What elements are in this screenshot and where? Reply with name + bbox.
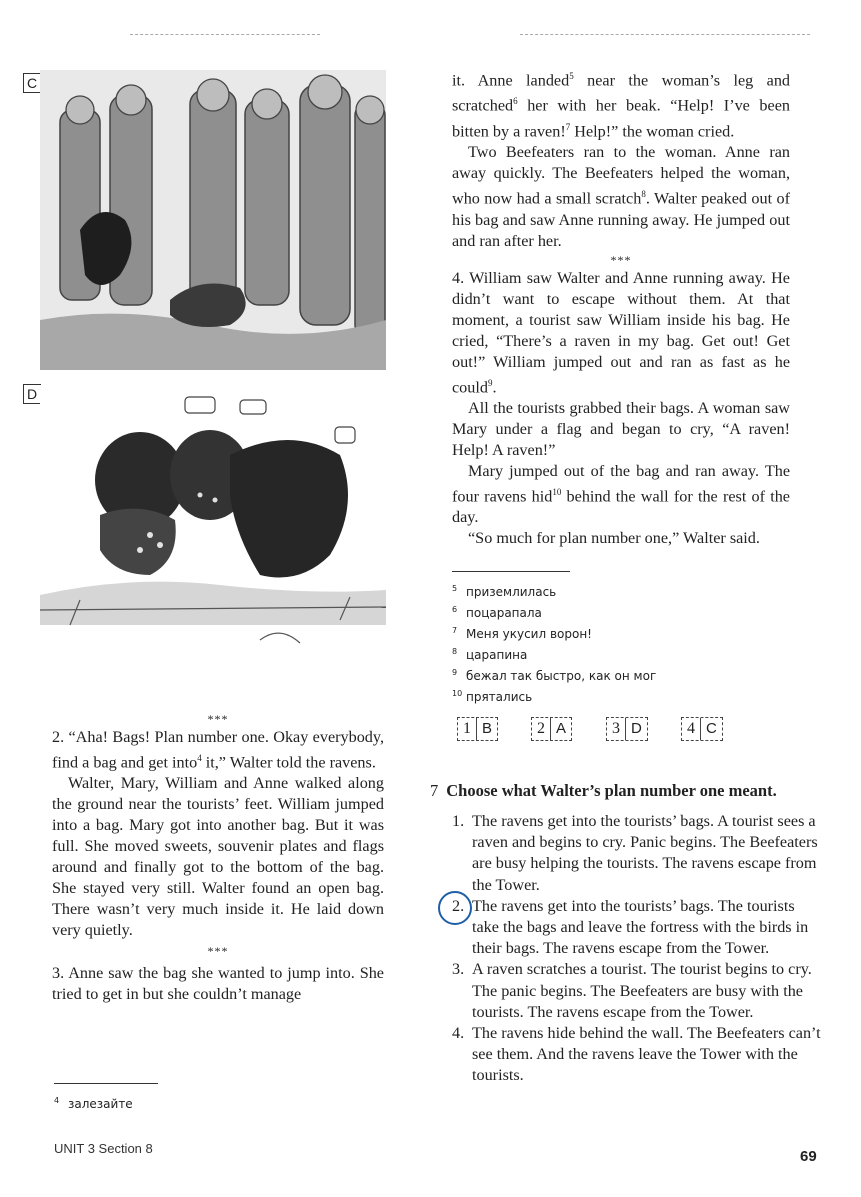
option-3[interactable]: 3. A raven scratches a tourist. The tourist begins to cry. The panic begins. The Beefeaters are busy with the tourists. The ravens escape from the Tower. xyxy=(452,960,812,1021)
unit-footer: UNIT 3 Section 8 xyxy=(54,1141,153,1156)
option-2[interactable]: 2. The ravens get into the tourists’ bags. The tourists take the bags and leave the fortress with the birds in their bags. The ravens escape from the Tower. xyxy=(452,896,809,958)
exercise-options xyxy=(452,811,822,1087)
answer-box-4: 4 C xyxy=(681,717,723,741)
top-rule-right xyxy=(520,34,810,38)
left-footnote: $^4$ залезайте xyxy=(54,1083,158,1113)
illustration-c xyxy=(40,70,386,370)
answer-box-2: 2 A xyxy=(531,717,572,741)
section-separator: *** xyxy=(610,252,632,267)
paragraph-tourists: All the tourists grabbed their bags. A woman saw Mary under a flag and began to cry, “A raven! Help! A raven!” xyxy=(452,398,790,459)
paragraph-continued: it. Anne landed$^5$ near the woman’s leg and scratched$^6$ her with her beak. “Help! I’ve been bitten by a raven!$^7$ Help!” the woman cried. xyxy=(452,71,791,141)
footnote-item: $^5$ приземлилась xyxy=(452,584,557,600)
right-column xyxy=(452,66,790,706)
illustration-label-c: C xyxy=(23,73,41,93)
paragraph-mary: Mary jumped out of the bag and ran away. The four ravens hid$^{10}$ behind the wall for the rest of the day. xyxy=(452,461,790,527)
paragraph-walter: “So much for plan number one,” Walter said. xyxy=(468,529,760,548)
paragraph-3: 3. Anne saw the bag she wanted to jump into. She tried to get in but she couldn’t manage xyxy=(52,964,384,1004)
footnote-item: $^9$ бежал так быстро, как он мог xyxy=(452,668,657,684)
selected-answer-circle xyxy=(438,891,472,925)
footnote-item: $^8$ царапина xyxy=(452,647,528,663)
paragraph-2: 2. “Aha! Bags! Plan number one. Okay everybody, find a bag and get into$^4$ it,” Walter told the ravens. xyxy=(52,728,384,772)
answer-box-3: 3 D xyxy=(606,717,648,741)
illustration-d xyxy=(40,385,386,685)
option-1[interactable]: 1. The ravens get into the tourists’ bags. A tourist sees a raven and begins to cry. Panic begins. The Beefeaters are busy helping the tourists. The ravens escape from the Tower. xyxy=(452,812,818,894)
paragraph-2-body: Walter, Mary, William and Anne walked along the ground near the tourists’ feet. William jumped into a bag. Mary got into another bag. But it was full. She moved sweets, souvenir plates and flags around and finally got to the bottom of the bag. She stayed very still. Walter found an open bag. There wasn’t very much inside it. He laid down very quietly. xyxy=(52,774,384,940)
section-separator: *** xyxy=(207,712,229,726)
illustration-label-d: D xyxy=(23,384,41,404)
exercise-title: 7 Choose what Walter’s plan number one meant. xyxy=(430,781,777,800)
footnote-item: $^7$ Меня укусил ворон! xyxy=(452,626,592,642)
footnote-item: $^{10}$ прятались xyxy=(452,689,533,705)
top-rule-left xyxy=(130,34,320,38)
paragraph-4: 4. William saw Walter and Anne running away. He didn’t want to escape without them. At that moment, a tourist saw William inside his bag. He cried, “There’s a raven in my bag. Get out! Get out!” William jumped out and ran as fast as he could$^9$. xyxy=(452,268,790,396)
paragraph-beefeaters: Two Beefeaters ran to the woman. Anne ran away quickly. The Beefeaters helped the woman, who now had a small scratch$^8$. Walter peaked out of his bag and saw Anne running away. He jumped out and ran after her. xyxy=(452,143,791,250)
section-separator: *** xyxy=(207,944,229,959)
footnote-item: $^6$ поцарапала xyxy=(452,605,542,621)
option-4[interactable]: 4. The ravens hide behind the wall. The Beefeaters can’t see them. And the ravens leave the Tower with the tourists. xyxy=(452,1024,821,1085)
right-footnotes xyxy=(452,571,790,706)
answer-box-1: 1 B xyxy=(457,717,498,741)
left-column xyxy=(52,711,384,1005)
page-number: 69 xyxy=(800,1148,817,1165)
